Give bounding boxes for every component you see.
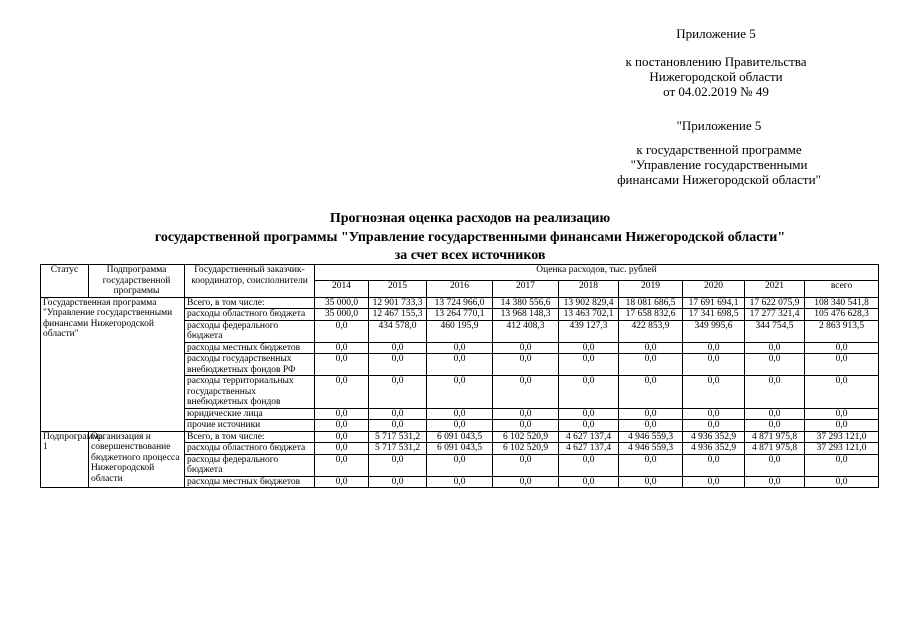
value-cell: 0,0 — [559, 342, 619, 354]
value-cell: 0,0 — [559, 408, 619, 420]
value-cell: 0,0 — [683, 408, 745, 420]
value-cell: 460 195,9 — [427, 320, 493, 342]
value-cell: 0,0 — [683, 420, 745, 432]
value-cell: 0,0 — [369, 342, 427, 354]
value-cell: 12 901 733,3 — [369, 297, 427, 309]
decree-reference — [601, 54, 831, 99]
source-label-cell: Всего, в том числе: — [185, 431, 315, 443]
value-cell: 412 408,3 — [493, 320, 559, 342]
table-body — [41, 297, 879, 488]
source-label-cell: расходы областного бюджета — [185, 443, 315, 455]
value-cell: 0,0 — [427, 454, 493, 476]
value-cell: 0,0 — [619, 420, 683, 432]
source-label-cell: расходы местных бюджетов — [185, 342, 315, 354]
value-cell: 6 091 043,5 — [427, 431, 493, 443]
value-cell: 0,0 — [493, 354, 559, 376]
value-cell: 0,0 — [493, 454, 559, 476]
year-header: 2015 — [369, 281, 427, 297]
decree-line: к постановлению Правительства — [625, 54, 807, 69]
value-cell: 0,0 — [805, 376, 879, 409]
value-cell: 0,0 — [427, 408, 493, 420]
value-cell: 13 724 966,0 — [427, 297, 493, 309]
value-cell: 0,0 — [369, 376, 427, 409]
value-cell: 0,0 — [427, 420, 493, 432]
value-cell: 37 293 121,0 — [805, 443, 879, 455]
value-cell: 0,0 — [805, 454, 879, 476]
value-cell: 17 341 698,5 — [683, 309, 745, 321]
value-cell: 0,0 — [315, 454, 369, 476]
appendix-title: Приложение 5 — [676, 26, 756, 41]
year-header: 2019 — [619, 281, 683, 297]
value-cell: 35 000,0 — [315, 297, 369, 309]
header-customer: Государственный заказчик-координатор, соисполнители — [185, 265, 315, 298]
value-cell: 13 902 829,4 — [559, 297, 619, 309]
value-cell: 0,0 — [369, 476, 427, 488]
year-header: 2014 — [315, 281, 369, 297]
header-estimate: Оценка расходов, тыс. рублей — [315, 265, 879, 281]
year-header: всего — [805, 281, 879, 297]
value-cell: 0,0 — [805, 408, 879, 420]
value-cell: 0,0 — [315, 431, 369, 443]
value-cell: 349 995,6 — [683, 320, 745, 342]
value-cell: 0,0 — [619, 408, 683, 420]
value-cell: 17 622 075,9 — [745, 297, 805, 309]
value-cell: 0,0 — [745, 408, 805, 420]
program-line: "Управление государственными — [630, 157, 808, 172]
value-cell: 0,0 — [805, 476, 879, 488]
value-cell: 14 380 556,6 — [493, 297, 559, 309]
value-cell: 0,0 — [315, 408, 369, 420]
value-cell: 0,0 — [315, 376, 369, 409]
value-cell: 0,0 — [427, 342, 493, 354]
value-cell: 13 463 702,1 — [559, 309, 619, 321]
value-cell: 0,0 — [559, 376, 619, 409]
year-header: 2017 — [493, 281, 559, 297]
value-cell: 4 627 137,4 — [559, 443, 619, 455]
value-cell: 0,0 — [619, 342, 683, 354]
value-cell: 0,0 — [683, 342, 745, 354]
value-cell: 4 936 352,9 — [683, 431, 745, 443]
value-cell: 0,0 — [683, 476, 745, 488]
value-cell: 0,0 — [559, 420, 619, 432]
document-title-line: государственной программы "Управление государственными финансами Нижегородской области" — [154, 230, 786, 245]
value-cell: 4 946 559,3 — [619, 431, 683, 443]
source-label-cell: расходы областного бюджета — [185, 309, 315, 321]
value-cell: 0,0 — [745, 342, 805, 354]
value-cell: 17 691 694,1 — [683, 297, 745, 309]
value-cell: 0,0 — [427, 376, 493, 409]
source-label-cell: прочие источники — [185, 420, 315, 432]
value-cell: 18 081 686,5 — [619, 297, 683, 309]
source-label-cell: расходы территориальных государственных внебюджетных фондов — [185, 376, 315, 409]
source-label-cell: юридические лица — [185, 408, 315, 420]
value-cell: 0,0 — [369, 420, 427, 432]
value-cell: 0,0 — [745, 354, 805, 376]
value-cell: 0,0 — [805, 420, 879, 432]
value-cell: 13 264 770,1 — [427, 309, 493, 321]
value-cell: 0,0 — [493, 408, 559, 420]
value-cell: 2 863 913,5 — [805, 320, 879, 342]
value-cell: 0,0 — [745, 420, 805, 432]
value-cell: 4 871 975,8 — [745, 431, 805, 443]
value-cell: 4 936 352,9 — [683, 443, 745, 455]
value-cell: 0,0 — [559, 354, 619, 376]
value-cell: 434 578,0 — [369, 320, 427, 342]
value-cell: 13 968 148,3 — [493, 309, 559, 321]
table-row — [41, 297, 879, 309]
decree-line: от 04.02.2019 № 49 — [663, 84, 769, 99]
value-cell: 0,0 — [315, 443, 369, 455]
value-cell: 4 871 975,8 — [745, 443, 805, 455]
source-label-cell: расходы федерального бюджета — [185, 454, 315, 476]
document-title-line: за счет всех источников — [394, 248, 546, 263]
status-cell: Государственная программа "Управление государственными финансами Нижегородской области" — [41, 297, 185, 431]
value-cell: 0,0 — [619, 354, 683, 376]
value-cell: 0,0 — [369, 454, 427, 476]
value-cell: 0,0 — [683, 376, 745, 409]
value-cell: 0,0 — [805, 342, 879, 354]
header-subprogram: Подпрограмма государственной программы — [89, 265, 185, 298]
program-reference — [589, 142, 849, 187]
year-header: 2016 — [427, 281, 493, 297]
decree-line: Нижегородской области — [649, 69, 783, 84]
value-cell: 12 467 155,3 — [369, 309, 427, 321]
value-cell: 17 277 321,4 — [745, 309, 805, 321]
value-cell: 0,0 — [805, 354, 879, 376]
value-cell: 0,0 — [315, 342, 369, 354]
value-cell: 0,0 — [493, 476, 559, 488]
program-line: финансами Нижегородской области" — [617, 172, 821, 187]
value-cell: 422 853,9 — [619, 320, 683, 342]
budget-table — [40, 264, 879, 488]
value-cell: 6 091 043,5 — [427, 443, 493, 455]
subprogram-cell: Организация и совершенствование бюджетного процесса Нижегородской области — [89, 431, 185, 488]
year-header: 2020 — [683, 281, 745, 297]
value-cell: 4 946 559,3 — [619, 443, 683, 455]
value-cell: 439 127,3 — [559, 320, 619, 342]
header-status: Статус — [41, 265, 89, 298]
value-cell: 0,0 — [559, 476, 619, 488]
value-cell: 0,0 — [427, 354, 493, 376]
value-cell: 0,0 — [493, 376, 559, 409]
value-cell: 5 717 531,2 — [369, 431, 427, 443]
status-cell: Подпрограмма 1 — [41, 431, 89, 488]
value-cell: 0,0 — [745, 476, 805, 488]
value-cell: 0,0 — [745, 376, 805, 409]
source-label-cell: расходы федерального бюджета — [185, 320, 315, 342]
value-cell: 0,0 — [427, 476, 493, 488]
value-cell: 0,0 — [683, 454, 745, 476]
value-cell: 37 293 121,0 — [805, 431, 879, 443]
value-cell: 108 340 541,8 — [805, 297, 879, 309]
value-cell: 0,0 — [369, 408, 427, 420]
source-label-cell: расходы государственных внебюджетных фондов РФ — [185, 354, 315, 376]
source-label-cell: расходы местных бюджетов — [185, 476, 315, 488]
value-cell: 0,0 — [315, 320, 369, 342]
value-cell: 0,0 — [619, 476, 683, 488]
value-cell: 0,0 — [619, 454, 683, 476]
value-cell: 105 476 628,3 — [805, 309, 879, 321]
value-cell: 35 000,0 — [315, 309, 369, 321]
value-cell: 0,0 — [369, 354, 427, 376]
source-label-cell: Всего, в том числе: — [185, 297, 315, 309]
value-cell: 6 102 520,9 — [493, 443, 559, 455]
value-cell: 344 754,5 — [745, 320, 805, 342]
value-cell: 0,0 — [619, 376, 683, 409]
value-cell: 0,0 — [493, 342, 559, 354]
value-cell: 5 717 531,2 — [369, 443, 427, 455]
value-cell: 6 102 520,9 — [493, 431, 559, 443]
appendix-title-2: "Приложение 5 — [676, 118, 762, 133]
value-cell: 0,0 — [745, 454, 805, 476]
program-line: к государственной программе — [636, 142, 802, 157]
value-cell: 0,0 — [315, 420, 369, 432]
value-cell: 0,0 — [559, 454, 619, 476]
document-title-line: Прогнозная оценка расходов на реализацию — [329, 211, 611, 226]
value-cell: 0,0 — [315, 354, 369, 376]
year-header: 2021 — [745, 281, 805, 297]
value-cell: 17 658 832,6 — [619, 309, 683, 321]
value-cell: 0,0 — [315, 476, 369, 488]
table-row — [41, 431, 879, 443]
year-header: 2018 — [559, 281, 619, 297]
value-cell: 0,0 — [493, 420, 559, 432]
value-cell: 0,0 — [683, 354, 745, 376]
value-cell: 4 627 137,4 — [559, 431, 619, 443]
